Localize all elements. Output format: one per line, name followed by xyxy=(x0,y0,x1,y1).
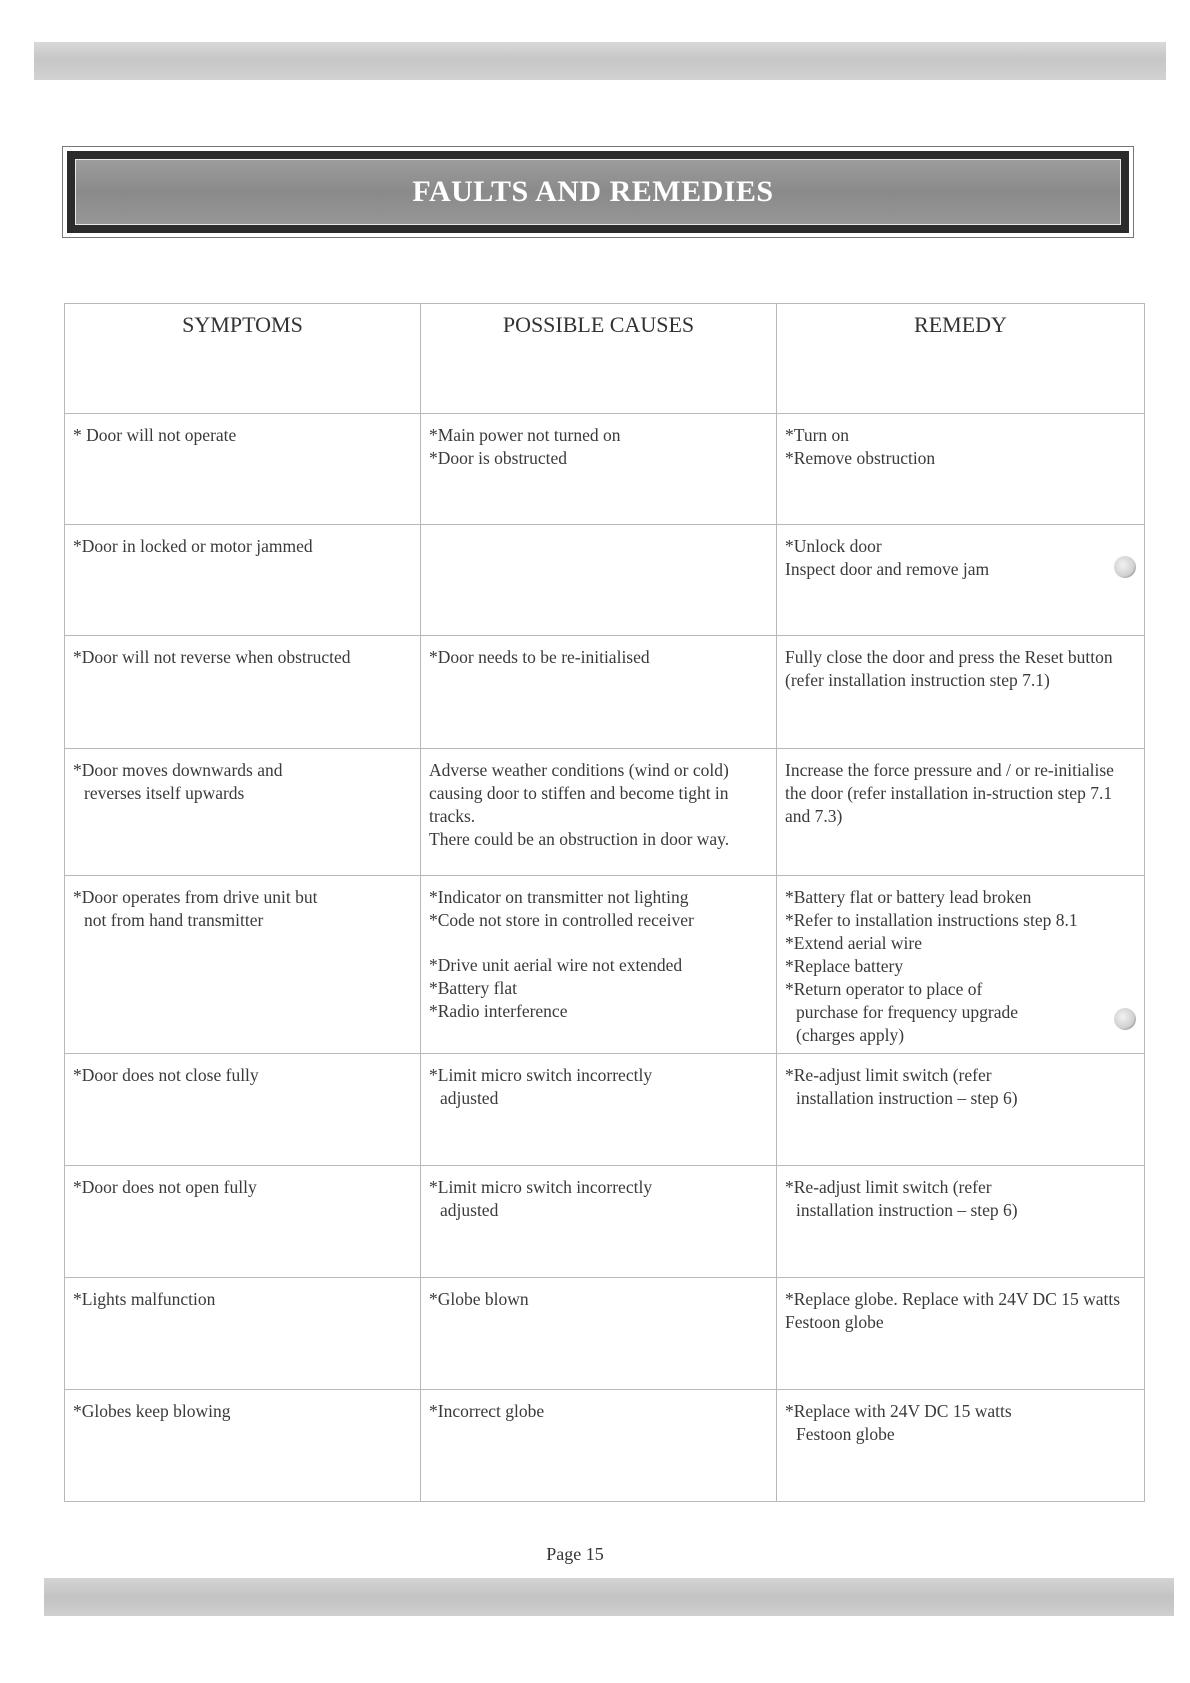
cause-cell: *Indicator on transmitter not lighting *Code not store in controlled receiver *Drive unit aerial wire not extended *Battery flat *Radio interference xyxy=(421,876,777,1054)
cause-cell: *Main power not turned on *Door is obstructed xyxy=(421,414,777,525)
page-number: Page 15 xyxy=(546,1544,604,1564)
symptom-cell: *Door operates from drive unit but not from hand transmitter xyxy=(65,876,421,1054)
remedy-cell: Increase the force pressure and / or re-initialise the door (refer installation in-struction step 7.1 and 7.3) xyxy=(777,749,1145,876)
cause-cell: *Limit micro switch incorrectly adjusted xyxy=(421,1054,777,1166)
punch-hole-lower xyxy=(1114,1008,1136,1030)
cause-cell: *Limit micro switch incorrectly adjusted xyxy=(421,1166,777,1278)
symptom-cell: *Globes keep blowing xyxy=(65,1390,421,1502)
remedy-cell: *Re-adjust limit switch (refer installation instruction – step 6) xyxy=(777,1166,1145,1278)
table-row xyxy=(65,1278,1145,1390)
symptom-cell: * Door will not operate xyxy=(65,414,421,525)
page-title: FAULTS AND REMEDIES xyxy=(412,175,774,208)
title-banner xyxy=(62,146,1134,238)
remedy-cell: *Re-adjust limit switch (refer installation instruction – step 6) xyxy=(777,1054,1145,1166)
remedy-cell: *Replace with 24V DC 15 watts Festoon globe xyxy=(777,1390,1145,1502)
symptom-cell: *Door in locked or motor jammed xyxy=(65,525,421,636)
table-row xyxy=(65,1390,1145,1502)
table-row xyxy=(65,1054,1145,1166)
symptom-cell: *Door moves downwards and reverses itself upwards xyxy=(65,749,421,876)
symptom-cell: *Door does not close fully xyxy=(65,1054,421,1166)
header-causes: POSSIBLE CAUSES xyxy=(421,304,777,414)
table-row xyxy=(65,636,1145,749)
remedy-cell: *Turn on *Remove obstruction xyxy=(777,414,1145,525)
table-row xyxy=(65,414,1145,525)
faults-table xyxy=(64,303,1145,1502)
symptom-cell: *Door does not open fully xyxy=(65,1166,421,1278)
header-symptoms: SYMPTOMS xyxy=(65,304,421,414)
symptom-cell: *Lights malfunction xyxy=(65,1278,421,1390)
remedy-cell: Fully close the door and press the Reset button (refer installation instruction step 7.1) xyxy=(777,636,1145,749)
remedy-cell: *Replace globe. Replace with 24V DC 15 watts Festoon globe xyxy=(777,1278,1145,1390)
table-row xyxy=(65,1166,1145,1278)
bottom-scan-band xyxy=(44,1578,1174,1616)
remedy-cell: *Battery flat or battery lead broken *Refer to installation instructions step 8.1 *Extend aerial wire *Replace battery *Return operator to place of purchase for frequency upgrade (charges apply) xyxy=(777,876,1145,1054)
cause-cell: Adverse weather conditions (wind or cold) causing door to stiffen and become tight in tracks. There could be an obstruction in door way. xyxy=(421,749,777,876)
table-row xyxy=(65,749,1145,876)
symptom-cell: *Door will not reverse when obstructed xyxy=(65,636,421,749)
cause-cell: *Door needs to be re-initialised xyxy=(421,636,777,749)
cause-cell xyxy=(421,525,777,636)
remedy-cell: *Unlock door Inspect door and remove jam xyxy=(777,525,1145,636)
top-scan-band xyxy=(34,42,1166,80)
table-row xyxy=(65,876,1145,1054)
cause-cell: *Globe blown xyxy=(421,1278,777,1390)
table-header-row xyxy=(65,304,1145,414)
table-row xyxy=(65,525,1145,636)
header-remedy: REMEDY xyxy=(777,304,1145,414)
cause-cell: *Incorrect globe xyxy=(421,1390,777,1502)
punch-hole-upper xyxy=(1114,556,1136,578)
